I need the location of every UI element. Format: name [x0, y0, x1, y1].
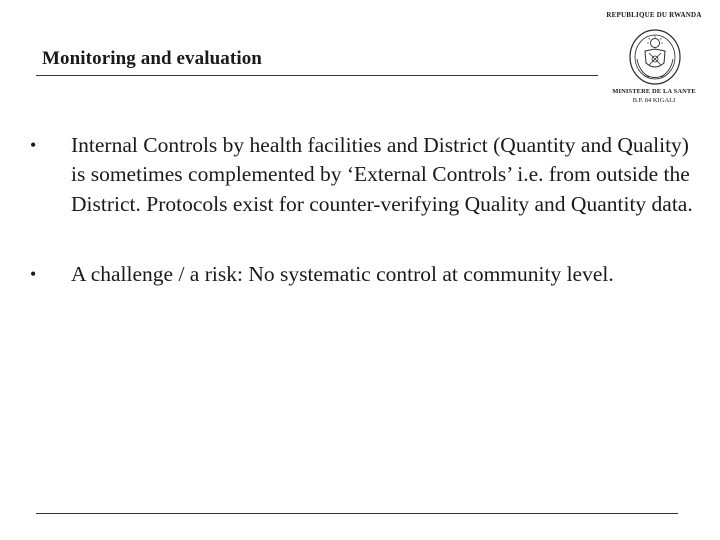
title-divider	[36, 75, 598, 76]
bullet-marker: •	[30, 135, 37, 155]
bullet-marker: •	[30, 263, 37, 284]
bullet-text: A challenge / a risk: No systematic control at community level.	[71, 261, 614, 286]
rwanda-seal-icon	[627, 27, 683, 87]
ministry-emblem	[604, 8, 704, 112]
emblem-ministry-label: MINISTERE DE LA SANTE	[612, 88, 696, 95]
emblem-address-label: B.P. 84 KIGALI	[632, 97, 676, 104]
slide-title: Monitoring and evaluation	[42, 48, 262, 69]
bullet-list	[30, 131, 698, 330]
bullet-text: Internal Controls by health facilities and District (Quantity and Quality) is sometimes complemented by ‘External Controls’ i.e. from outside the District. Protocols exist for counter-verifying Quality and Quantity data.	[71, 133, 693, 216]
bullet-item	[30, 131, 698, 219]
emblem-country-label: REPUBLIQUE DU RWANDA	[606, 11, 702, 19]
footer-divider	[36, 513, 678, 514]
bullet-item	[30, 260, 698, 289]
